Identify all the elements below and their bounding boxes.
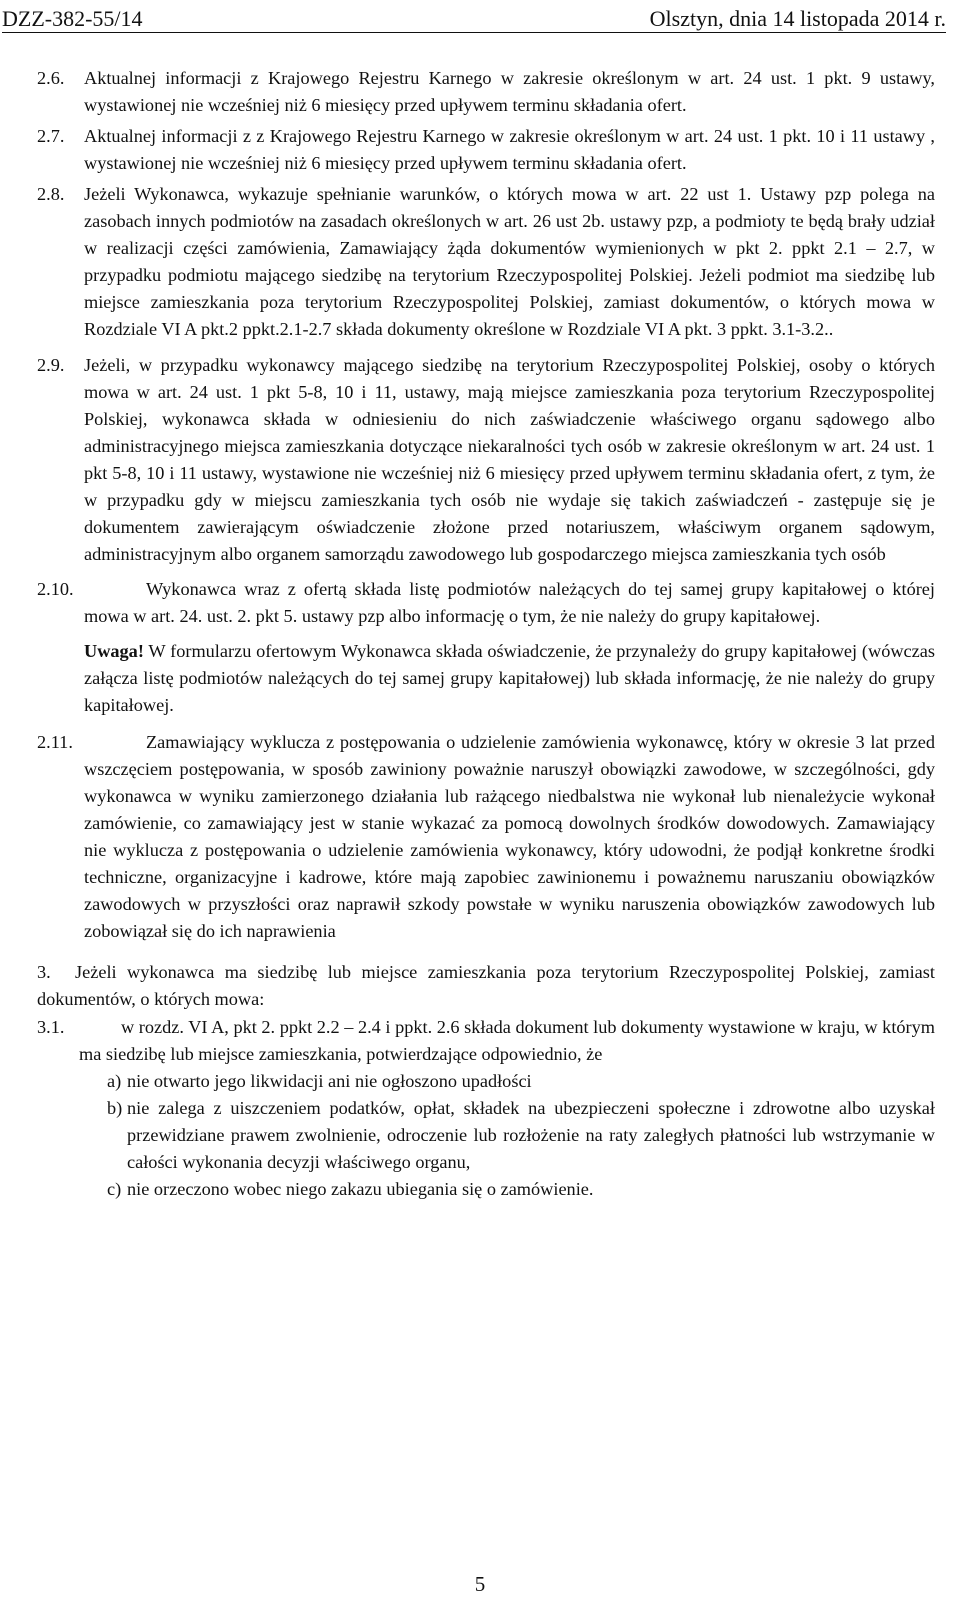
condition-list — [37, 1068, 935, 1203]
section-label: 2.6. — [37, 68, 65, 88]
uwaga-note — [37, 638, 935, 719]
section-text: Jeżeli wykonawca ma siedzibę lub miejsce zamieszkania poza terytorium Rzeczypospolitej Polskiej, zamiast dokumentów, o których mowa: — [37, 962, 935, 1009]
section-2-9 — [37, 352, 935, 568]
section-label: 3. — [37, 962, 51, 982]
uwaga-label: Uwaga! — [84, 641, 144, 661]
page-number: 5 — [474, 1572, 486, 1596]
section-text: Aktualnej informacji z z Krajowego Rejestru Karnego w zakresie określonym w art. 24 ust. 1 pkt. 10 i 11 ustawy , wystawionej nie wcześniej niż 6 miesięcy przed upływem terminu składania ofert. — [84, 126, 935, 173]
section-3-1 — [37, 1014, 935, 1068]
section-text: Jeżeli, w przypadku wykonawcy mającego siedzibę na terytorium Rzeczypospolitej Polskiej, osoby o których mowa w art. 24 ust. 1 pkt 5-8, 10 i 11, ustawy, mają miejsce zamieszkania poza terytorium Rzeczypospolitej Polskiej, wykonawca składa w odniesieniu do nich zaświadczenie właściwego organu sądowego albo administracyjnego miejsca zamieszkania dotyczące niekaralności tych osób w zakresie określonym w art. 24 ust. 1 pkt 5-8, 10 i 11 ustawy, wystawione nie wcześniej niż 6 miesięcy przed upływem terminu składania ofert, z tym, że w przypadku gdy w miejscu zamieszkania tych osób nie wydaje się takich zaświadczeń - zastępuje się je dokumentem zawierającym oświadczenie złożone przed notariuszem, właściwym organem sądowym, administracyjnym albo organem samorządu zawodowego lub gospodarczego miejsca zamieszkania tych osób — [84, 355, 935, 564]
page-header — [2, 6, 946, 33]
section-label: 2.8. — [37, 184, 65, 204]
document-date: Olsztyn, dnia 14 listopada 2014 r. — [649, 6, 946, 31]
section-label: 2.11. — [37, 732, 73, 752]
section-2-7 — [37, 123, 935, 177]
condition-label: b) — [107, 1098, 123, 1118]
condition-label: c) — [107, 1179, 122, 1199]
condition-text: nie zalega z uiszczeniem podatków, opłat, składek na ubezpieczeni społeczne i zdrowotne albo uzyskał przewidziane prawem zwolnienie, odroczenie lub rozłożenie na raty zaległych płatności lub wstrzymanie w całości wykonania decyzji właściwego organu, — [127, 1098, 935, 1172]
section-3 — [37, 959, 935, 1013]
section-2-11 — [37, 729, 935, 945]
document-body — [37, 65, 935, 1203]
section-2-10 — [37, 576, 935, 630]
condition-text: nie orzeczono wobec niego zakazu ubiegania się o zamówienie. — [127, 1179, 594, 1199]
section-label: 3.1. — [37, 1017, 65, 1037]
section-text: w rozdz. VI A, pkt 2. ppkt 2.2 – 2.4 i ppkt. 2.6 składa dokument lub dokumenty wystawione w kraju, w którym ma siedzibę lub miejsce zamieszkania, potwierdzające odpowiednio, że — [79, 1017, 935, 1064]
condition-text: nie otwarto jego likwidacji ani nie ogłoszono upadłości — [127, 1071, 532, 1091]
section-text: Aktualnej informacji z Krajowego Rejestru Karnego w zakresie określonym w art. 24 ust. 1 pkt. 9 ustawy, wystawionej nie wcześniej niż 6 miesięcy przed upływem terminu składania ofert. — [84, 68, 935, 115]
condition-label: a) — [107, 1071, 122, 1091]
section-text: Jeżeli Wykonawca, wykazuje spełnianie warunków, o których mowa w art. 22 ust 1. Ustawy pzp polega na zasobach innych podmiotów na zasadach określonych w art. 26 ust 2b. ustawy pzp, a podmioty te będą brały udział w realizacji części zamówienia, Zamawiający żąda dokumentów wymienionych w pkt 2. ppkt 2.1 – 2.7, w przypadku podmiotu mającego siedzibę na terytorium Rzeczypospolitej Polskiej. Jeżeli podmiot ma siedzibę lub miejsce zamieszkania poza terytorium Rzeczypospolitej Polskiej, zamiast dokumentów, o których mowa w Rozdziale VI A pkt.2 ppkt.2.1-2.7 składa dokumenty określone w Rozdziale VI A pkt. 3 ppkt. 3.1-3.2.. — [84, 184, 935, 339]
condition-b — [37, 1095, 935, 1176]
section-text: Wykonawca wraz z ofertą składa listę podmiotów należących do tej samej grupy kapitałowej o której mowa w art. 24. ust. 2. pkt 5. ustawy pzp albo informację o tym, że nie należy do grupy kapitałowej. — [84, 579, 935, 626]
condition-a — [37, 1068, 935, 1095]
section-2-6 — [37, 65, 935, 119]
condition-c — [37, 1176, 935, 1203]
uwaga-text: W formularzu ofertowym Wykonawca składa oświadczenie, że przynależy do grupy kapitałowej (wówczas załącza listę podmiotów należących do tej samej grupy kapitałowej) lub składa informację, że nie należy do grupy kapitałowej. — [84, 641, 935, 715]
section-label: 2.10. — [37, 579, 74, 599]
document-reference: DZZ-382-55/14 — [2, 6, 143, 31]
section-label: 2.9. — [37, 355, 65, 375]
section-text: Zamawiający wyklucza z postępowania o udzielenie zamówienia wykonawcę, który w okresie 3 lat przed wszczęciem postępowania, w sposób zawiniony poważnie naruszył obowiązki zawodowe, w szczególności, gdy wykonawca w wyniku zamierzonego działania lub rażącego niedbalstwa nie wykonał lub nienależycie wykonał zamówienie, co zamawiający jest w stanie wykazać za pomocą dowolnych środków dowodowych. Zamawiający nie wyklucza z postępowania o udzielenie zamówienia wykonawcy, który udowodni, że podjął konkretne środki techniczne, organizacyjne i kadrowe, które mają zapobiec zawinionemu i poważnemu naruszaniu obowiązków zawodowych w przyszłości oraz naprawił szkody powstałe w wyniku naruszenia obowiązków zawodowych lub zobowiązał się do ich naprawienia — [84, 732, 935, 941]
section-2-8 — [37, 181, 935, 343]
section-label: 2.7. — [37, 126, 65, 146]
